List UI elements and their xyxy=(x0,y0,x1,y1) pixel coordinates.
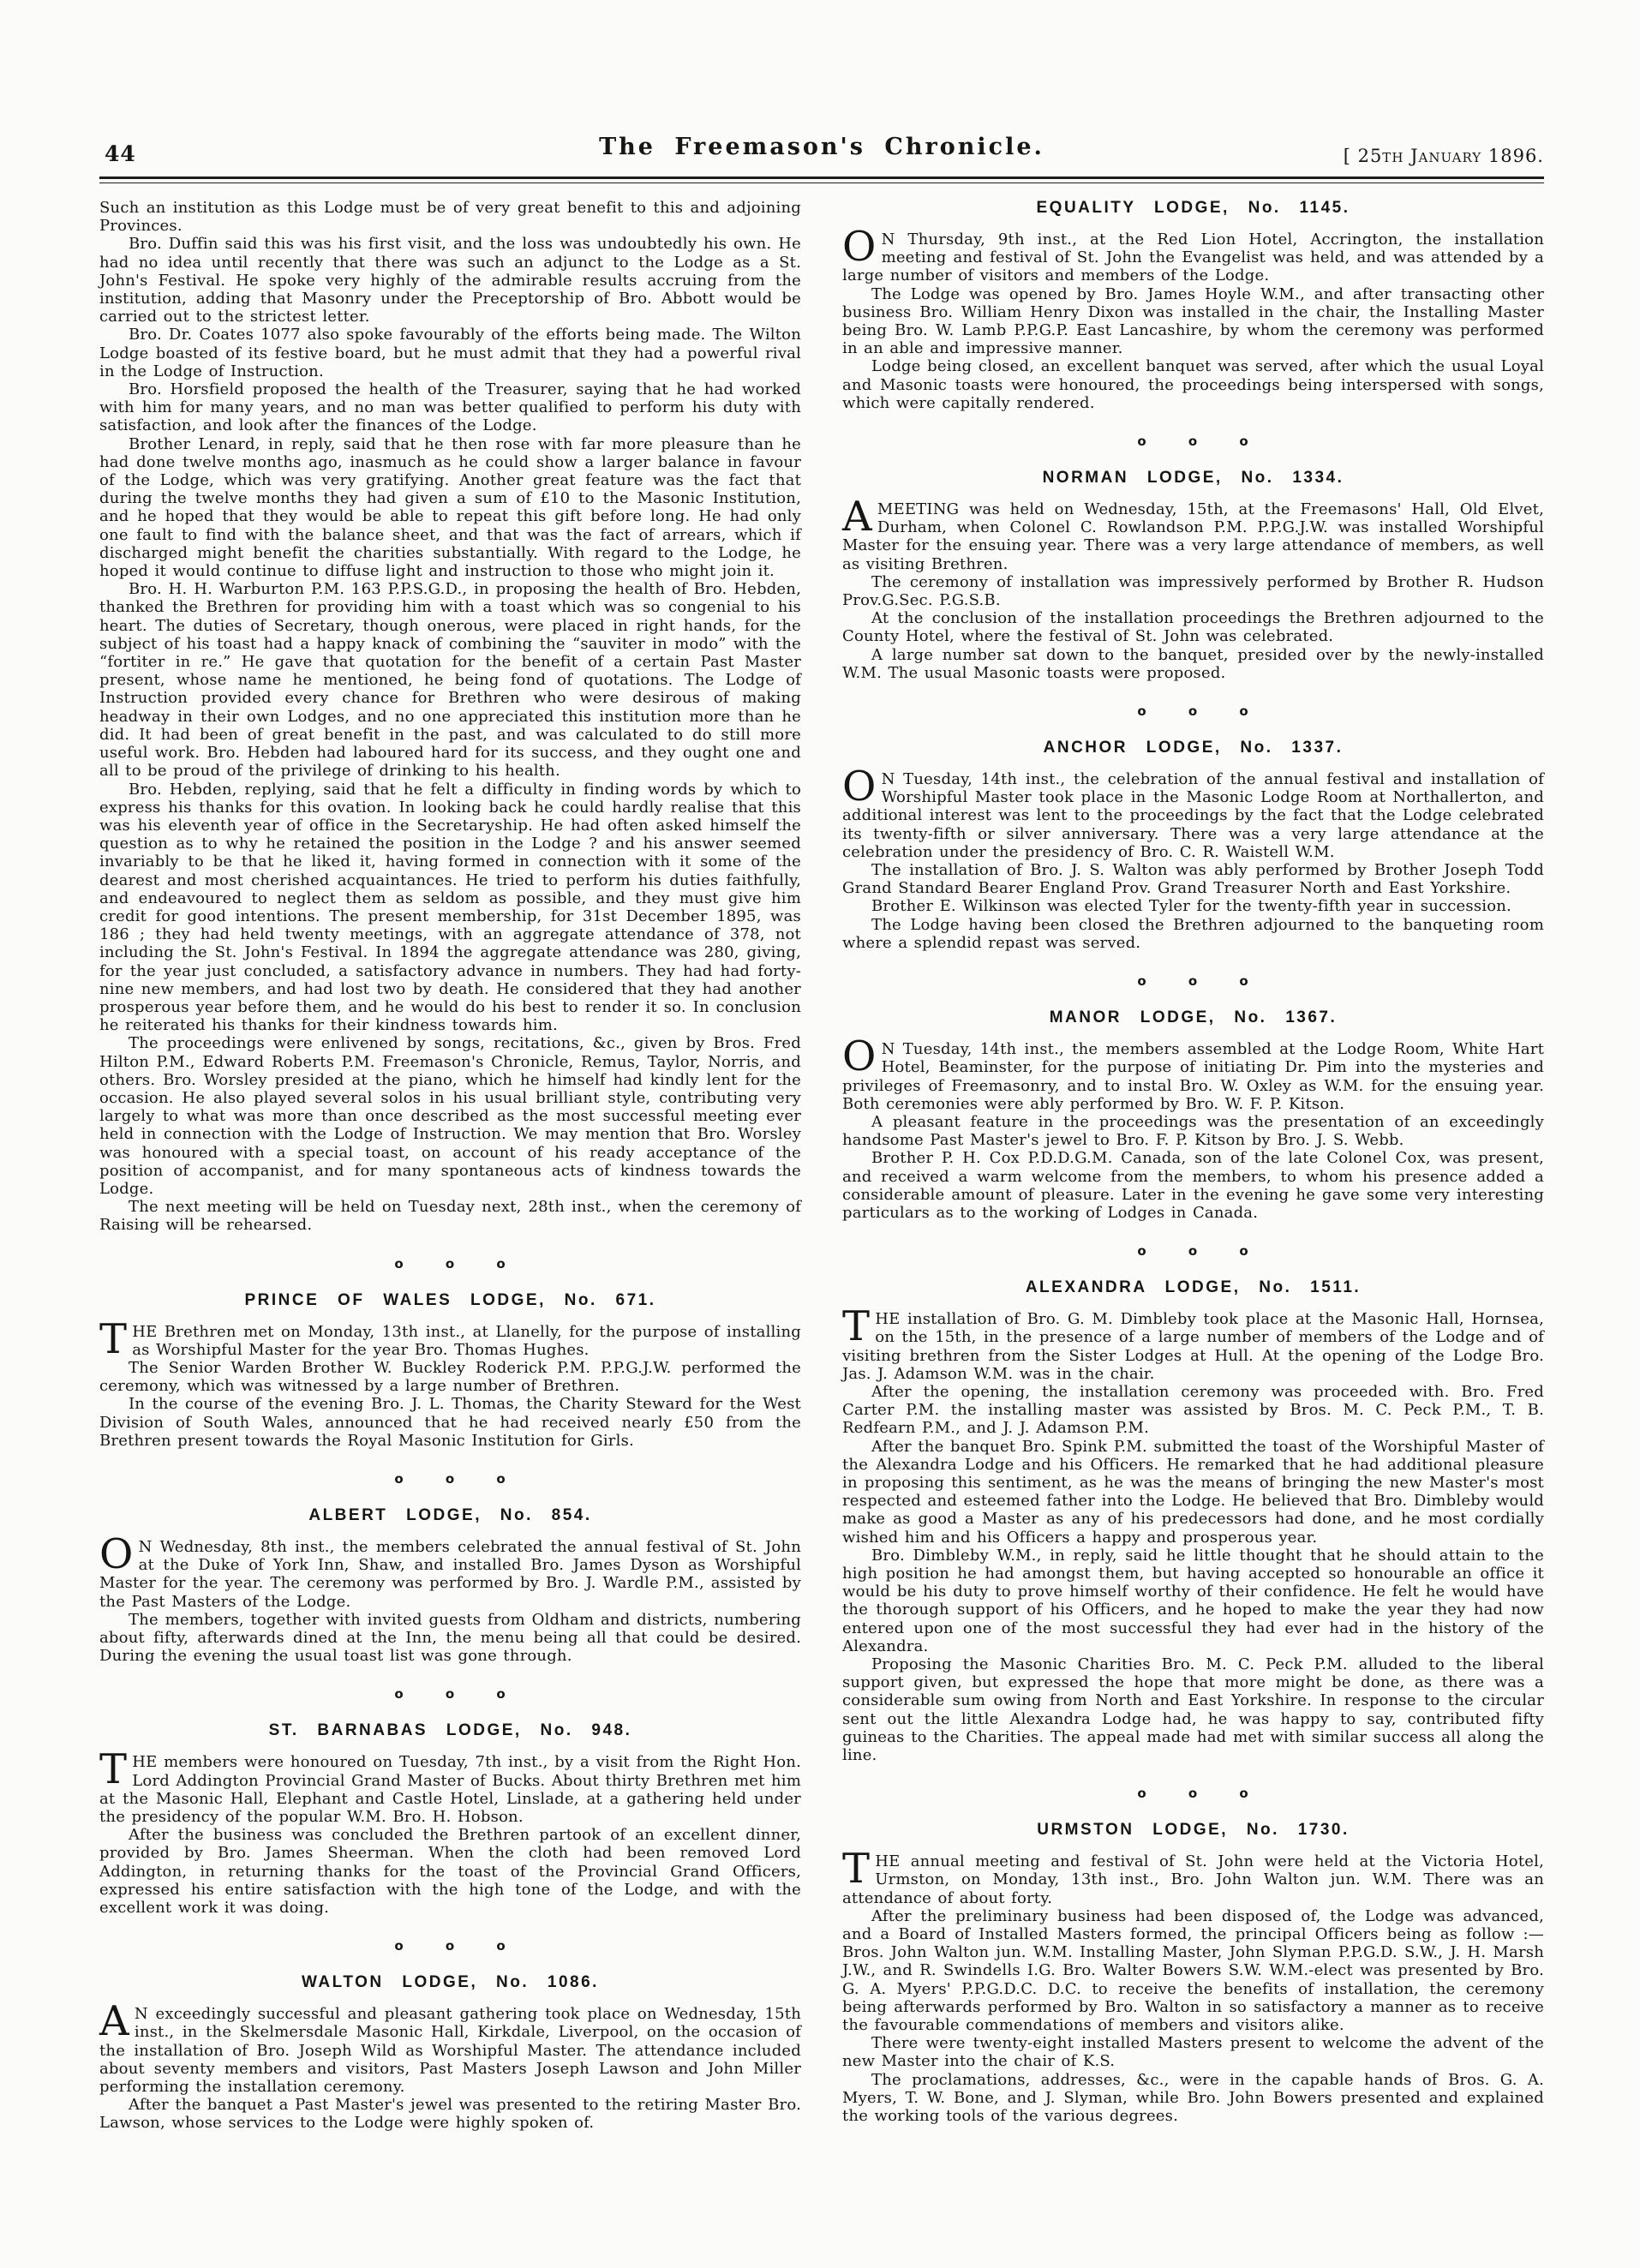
body-paragraph: The ceremony of installation was impressively performed by Brother R. Hudson Prov.G.Sec. P.G.S.B. xyxy=(842,572,1544,610)
section-heading: ALBERT LODGE, No. 854. xyxy=(308,1506,592,1524)
lodge-section-manor xyxy=(842,1008,1544,1222)
body-paragraph: Brother E. Wilkinson was elected Tyler for the twenty-fifth year in succession. xyxy=(871,897,1511,916)
body-paragraph: After the banquet Bro. Spink P.M. submitted the toast of the Worshipful Master of the Alexandra Lodge and his Officers. He remarked that he had additional pleasure in proposing this sentiment, as he was the means of bringing the new Master's most respected and esteemed father into the Lodge. He believed that Bro. Dimbleby would make as good a Master as any of his predecessors had done, and he most cordially wished him and his Officers a happy and prosperous year. xyxy=(842,1437,1544,1547)
left-column xyxy=(99,199,801,2133)
right-column xyxy=(842,199,1544,2133)
drop-cap: O xyxy=(842,763,877,811)
body-paragraph: O N Thursday, 9th inst., at the Red Lion Hotel, Accrington, the installation meeting and festival of St. John the Evangelist was held, and was attended by a large number of visitors and members of the Lodge. xyxy=(842,223,1544,285)
section-separator: o o o xyxy=(394,1686,506,1702)
drop-cap: O xyxy=(99,1530,134,1578)
body-paragraph: After the banquet a Past Master's jewel was presented to the retiring Master Bro. Lawson, whose services to the Lodge were highly spoken of. xyxy=(99,2096,801,2133)
body-paragraph: O N Wednesday, 8th inst., the members celebrated the annual festival of St. John at the Duke of York Inn, Shaw, and installed Bro. James Dyson as Worshipful Master for the year. The ceremony was performed by Bro. J. Wardle P.M., assisted by the Past Masters of the Lodge. xyxy=(99,1530,801,1611)
body-paragraph: THE annual meeting and festival of St. John were held at the Victoria Hotel, Urmston, on Monday, 13th inst., Bro. John Walton jun. W.M. There was an attendance of about forty. xyxy=(842,1845,1544,1907)
drop-cap: T xyxy=(99,1745,128,1794)
lodge-section-prince-of-wales xyxy=(99,1291,801,1450)
lodge-section-anchor xyxy=(842,739,1544,952)
drop-cap: O xyxy=(842,1032,877,1081)
body-paragraph: THE Brethren met on Monday, 13th inst., at Llanelly, for the purpose of installing as Worshipful Master for the year Bro. Thomas Hughes. xyxy=(99,1314,801,1363)
body-paragraph: The proclamations, addresses, &c., were in the capable hands of Bros. G. A. Myers, T. W. Bone, and J. Slyman, while Bro. John Bowers presented and explained the working tools of the various degrees. xyxy=(842,2070,1544,2126)
body-paragraph: The proceedings were enlivened by songs, recitations, &c., given by Bros. Fred Hilton P.M., Edward Roberts P.M. Freemason's Chronicle, Remus, Taylor, Norris, and others. Bro. Worsley presided at the piano, which he himself had kindly lent for the occasion. He also played several solos in his usual brilliant style, contributing very largely to what was more than once described as the most successful meeting ever held in connection with the Lodge of Instruction. We may mention that Bro. Worsley was honoured with a special toast, on account of his ready acceptance of the position of accompanist, and for many spontaneous acts of kindness towards the Lodge. xyxy=(99,1034,801,1198)
lodge-section-albert xyxy=(99,1506,801,1665)
body-paragraph: THE installation of Bro. G. M. Dimbleby took place at the Masonic Hall, Hornsea, on the 15th, in the presence of a large number of members of the Lodge and of visiting brethren from the Sister Lodges at Hull. At the opening of the Lodge Bro. Jas. J. Adamson W.M. was in the chair. xyxy=(842,1302,1544,1383)
section-separator: o o o xyxy=(394,1471,506,1487)
body-paragraph: Such an institution as this Lodge must be of very great benefit to this and adjoining Provinces. xyxy=(99,199,801,236)
drop-cap: A xyxy=(99,1997,129,2046)
body-paragraph: Brother P. H. Cox P.D.D.G.M. Canada, son of the late Colonel Cox, was present, and received a warm welcome from the members, to whom his presence added a considerable amount of pleasure. Later in the evening he gave some very interesting particulars as to the working of Lodges in Canada. xyxy=(842,1149,1544,1222)
section-separator: o o o xyxy=(1137,973,1249,990)
lodge-section-equality xyxy=(842,199,1544,412)
section-heading: PRINCE OF WALES LODGE, No. 671. xyxy=(244,1290,656,1309)
drop-cap: T xyxy=(842,1302,871,1351)
body-paragraph: THE members were honoured on Tuesday, 7th inst., by a visit from the Right Hon. Lord Addington Provincial Grand Master of Bucks. About thirty Brethren met him at the Masonic Hall, Elephant and Castle Hotel, Linslade, at a gathering held under the presidency of the popular W.M. Bro. H. Hobson. xyxy=(99,1745,801,1827)
body-paragraph: Bro. Dimbleby W.M., in reply, said he little thought that he should attain to the high position he had amongst them, but having accepted so honourable an office it would be his duty to prove himself worthy of their confidence. He felt he would have the thorough support of his Officers, and he hoped to make the year they had now entered upon one of the most successful they had ever had in the history of the Alexandra. xyxy=(842,1546,1544,1655)
body-paragraph: The members, together with invited guests from Oldham and districts, numbering about fifty, afterwards dined at the Inn, the menu being all that could be desired. During the evening the usual toast list was gone through. xyxy=(99,1610,801,1666)
issue-date: [ 25th January 1896. xyxy=(1343,146,1544,166)
body-paragraph: A large number sat down to the banquet, presided over by the newly-installed W.M. The usual Masonic toasts were proposed. xyxy=(842,645,1544,682)
body-paragraph: Bro. Horsfield proposed the health of the Treasurer, saying that he had worked with him for many years, and no man was better qualified to perform his duty with satisfaction, and look after the finances of the Lodge. xyxy=(99,380,801,435)
body-paragraph: Lodge being closed, an excellent banquet was served, after which the usual Loyal and Masonic toasts were honoured, the proceedings being interspersed with songs, which were capitally rendered. xyxy=(842,357,1544,412)
page-number: 44 xyxy=(105,141,136,166)
drop-cap: T xyxy=(99,1314,128,1363)
section-heading: ANCHOR LODGE, No. 1337. xyxy=(1043,739,1344,757)
section-separator: o o o xyxy=(1137,1786,1249,1802)
section-heading: EQUALITY LODGE, No. 1145. xyxy=(1036,199,1350,217)
lodge-section-alexandra xyxy=(842,1278,1544,1764)
lodge-section-norman xyxy=(842,469,1544,682)
body-paragraph: Proposing the Masonic Charities Bro. M. C. Peck P.M. alluded to the liberal support given, but expressed the hope that more might be done, as there was a considerable sum owing from North and East Yorkshire. In response to the circular sent out the little Alexandra Lodge had, he was happy to say, contributed fifty guineas to the Charities. The appeal made had met with similar success all along the line. xyxy=(842,1655,1544,1764)
body-paragraph: O N Tuesday, 14th inst., the celebration of the annual festival and installation of Worshipful Master took place in the Masonic Lodge Room at Northallerton, and additional interest was lent to the proceedings by the fact that the Lodge celebrated its twenty-fifth or silver anniversary. There was a very large attendance at the celebration under the presidency of Bro. C. R. Waistell W.M. xyxy=(842,763,1544,861)
body-paragraph: The Lodge was opened by Bro. James Hoyle W.M., and after transacting other business Bro. William Henry Dixon was installed in the chair, the Installing Master being Bro. W. Lamb P.P.G.P. East Lancashire, by whom the ceremony was performed in an able and impressive manner. xyxy=(842,284,1544,358)
body-paragraph: Bro. Hebden, replying, said that he felt a difficulty in finding words by which to express his thanks for this ovation. In looking back he could hardly realise that this was his eleventh year of office in the Secretaryship. He had often asked himself the question as to why he retained the position in the Lodge ? and his answer seemed invariably to be that he liked it, having formed in connection with it some of the dearest and most cherished acquaintances. He tried to perform his duties faithfully, and endeavoured to neglect them as seldom as possible, and they must give him credit for good intentions. The present membership, for 31st December 1895, was 186 ; they had held twenty meetings, with an aggregate attendance of 378, not including the St. John's Festival. In 1894 the aggregate attendance was 280, giving, for the year just concluded, a satisfactory advance in numbers. They had had forty-nine new members, and had lost two by death. He considered that they had another prosperous year before them, and he would do his best to render it so. In conclusion he reiterated his thanks for their kindness towards him. xyxy=(99,780,801,1035)
body-paragraph: Bro. H. H. Warburton P.M. 163 P.P.S.G.D., in proposing the health of Bro. Hebden, thanked the Brethren for providing him with a toast which was so congenial to his heart. The duties of Secretary, though onerous, were placed in right hands, for the subject of his toast had a happy knack of combining the “sauviter in modo” with the “fortiter in re.” He gave that quotation for the benefit of a certain Past Master present, whose name he mentioned, he being fond of quotations. The Lodge of Instruction provided every chance for Brethren who were desirous of making headway in their own Lodges, and no one appreciated this institution more than he did. It had been of great benefit in the past, and was calculated to do still more useful work. Bro. Hebden had laboured hard for its success, and they ought one and all to be proud of the privilege of drinking to his health. xyxy=(99,580,801,781)
body-paragraph: Bro. Duffin said this was his first visit, and the loss was undoubtedly his own. He had no idea until recently that there was such an adjunct to the Lodge as a St. John's Festival. He spoke very highly of the admirable results accruing from the institution, adding that Masonry under the Preceptorship of Bro. Abbott would be carried out to the strictest letter. xyxy=(99,235,801,326)
lodge-section-st-barnabas xyxy=(99,1721,801,1917)
body-paragraph: A MEETING was held on Wednesday, 15th, at the Freemasons' Hall, Old Elvet, Durham, when Colonel C. Rowlandson P.M. P.P.G.J.W. was installed Worshipful Master for the ensuing year. There was a very large attendance of members, as well as visiting Brethren. xyxy=(842,493,1544,573)
masthead-rule xyxy=(99,177,1544,183)
masthead xyxy=(99,134,1544,171)
section-separator: o o o xyxy=(394,1938,506,1954)
lodge-section-walton xyxy=(99,1973,801,2132)
drop-cap: O xyxy=(842,223,877,271)
section-heading: URMSTON LODGE, No. 1730. xyxy=(1037,1821,1350,1840)
section-separator: o o o xyxy=(1137,703,1249,720)
body-paragraph: A pleasant feature in the proceedings was the presentation of an exceedingly handsome Past Master's jewel to Bro. F. P. Kitson by Bro. J. S. Webb. xyxy=(842,1112,1544,1150)
drop-cap: A xyxy=(842,493,872,542)
section-heading: ALEXANDRA LODGE, No. 1511. xyxy=(1025,1278,1362,1297)
section-separator: o o o xyxy=(1137,434,1249,450)
body-paragraph: After the business was concluded the Brethren partook of an excellent dinner, provided by Bro. James Sheerman. When the cloth had been removed Lord Addington, in returning thanks for the toast of the Provincial Grand Officers, expressed his entire satisfaction with the high tone of the Lodge, and with the excellent work it was doing. xyxy=(99,1826,801,1918)
body-paragraph: After the preliminary business had been disposed of, the Lodge was advanced, and a Board of Installed Masters formed, the principal Officers being as follow :—Bros. John Walton jun. W.M. Installing Master, John Slyman P.P.G.D. S.W., J. H. Marsh J.W., and R. Swindells I.G. Bro. Walter Bowers S.W. W.M.-elect was presented by Bro. G. A. Myers' P.P.G.D.C. D.C. to receive the benefits of installation, the ceremony being afterwards performed by Bro. Walton in so satisfactory a manner as to receive the favourable commendations of members and visitors alike. xyxy=(842,1906,1544,2035)
body-paragraph: A N exceedingly successful and pleasant gathering took place on Wednesday, 15th inst., in the Skelmersdale Masonic Hall, Kirkdale, Liverpool, on the occasion of the installation of Bro. Joseph Wild as Worshipful Master. The attendance included about seventy members and visitors, Past Masters Joseph Lawson and John Miller performing the installation ceremony. xyxy=(99,1997,801,2097)
lodge-section-urmston xyxy=(842,1821,1544,2125)
body-paragraph: O N Tuesday, 14th inst., the members assembled at the Lodge Room, White Hart Hotel, Beaminster, for the purpose of initiating Dr. Pim into the mysteries and privileges of Freemasonry, and to instal Bro. W. Oxley as W.M. for the ensuing year. Both ceremonies were ably performed by Bro. W. F. P. Kitson. xyxy=(842,1032,1544,1113)
body-paragraph: The next meeting will be held on Tuesday next, 28th inst., when the ceremony of Raising will be rehearsed. xyxy=(99,1198,801,1235)
section-separator: o o o xyxy=(1137,1243,1249,1260)
section-separator: o o o xyxy=(394,1255,506,1272)
article-columns xyxy=(99,199,1544,2133)
body-paragraph: Bro. Dr. Coates 1077 also spoke favourably of the efforts being made. The Wilton Lodge boasted of its festive board, but he must admit that they had a powerful rival in the Lodge of Instruction. xyxy=(99,326,801,380)
body-paragraph: There were twenty-eight installed Masters present to welcome the advent of the new Master into the chair of K.S. xyxy=(842,2034,1544,2071)
drop-cap: T xyxy=(842,1845,871,1894)
paper-title: The Freemason's Chronicle. xyxy=(599,134,1044,160)
section-heading: MANOR LODGE, No. 1367. xyxy=(1049,1008,1338,1027)
body-paragraph: Brother Lenard, in reply, said that he then rose with far more pleasure than he had done twelve months ago, inasmuch as he could show a larger balance in favour of the Lodge, which was very gratifying. Another great feature was the fact that during the twelve months they had given a sum of £10 to the Masonic Institution, and he hoped that they would be able to repeat this gift before long. He had only one fault to find with the balance sheet, and that was the fact of arrears, which if discharged might benefit the charities substantially. With regard to the Lodge, he hoped it would continue to diffuse light and instruction to those who might join it. xyxy=(99,434,801,581)
body-paragraph: In the course of the evening Bro. J. L. Thomas, the Charity Steward for the West Division of South Wales, announced that he had received nearly £50 from the Brethren present towards the Royal Masonic Institution for Girls. xyxy=(99,1395,801,1450)
section-heading: NORMAN LODGE, No. 1334. xyxy=(1042,469,1344,488)
body-paragraph: The Lodge having been closed the Brethren adjourned to the banqueting room where a splendid repast was served. xyxy=(842,915,1544,952)
section-heading: ST. BARNABAS LODGE, No. 948. xyxy=(268,1721,632,1740)
body-paragraph: At the conclusion of the installation proceedings the Brethren adjourned to the County Hotel, where the festival of St. John was celebrated. xyxy=(842,609,1544,646)
body-paragraph: The Senior Warden Brother W. Buckley Roderick P.M. P.P.G.J.W. performed the ceremony, which was witnessed by a large number of Brethren. xyxy=(99,1358,801,1396)
body-paragraph: After the opening, the installation ceremony was proceeded with. Bro. Fred Carter P.M. the installing master was assisted by Bros. M. C. Peck P.M., T. B. Redfearn P.M., and J. J. Adamson P.M. xyxy=(842,1382,1544,1438)
body-paragraph: The installation of Bro. J. S. Walton was ably performed by Brother Joseph Todd Grand Standard Bearer England Prov. Grand Treasurer North and East Yorkshire. xyxy=(842,861,1544,898)
section-heading: WALTON LODGE, No. 1086. xyxy=(302,1973,599,1992)
